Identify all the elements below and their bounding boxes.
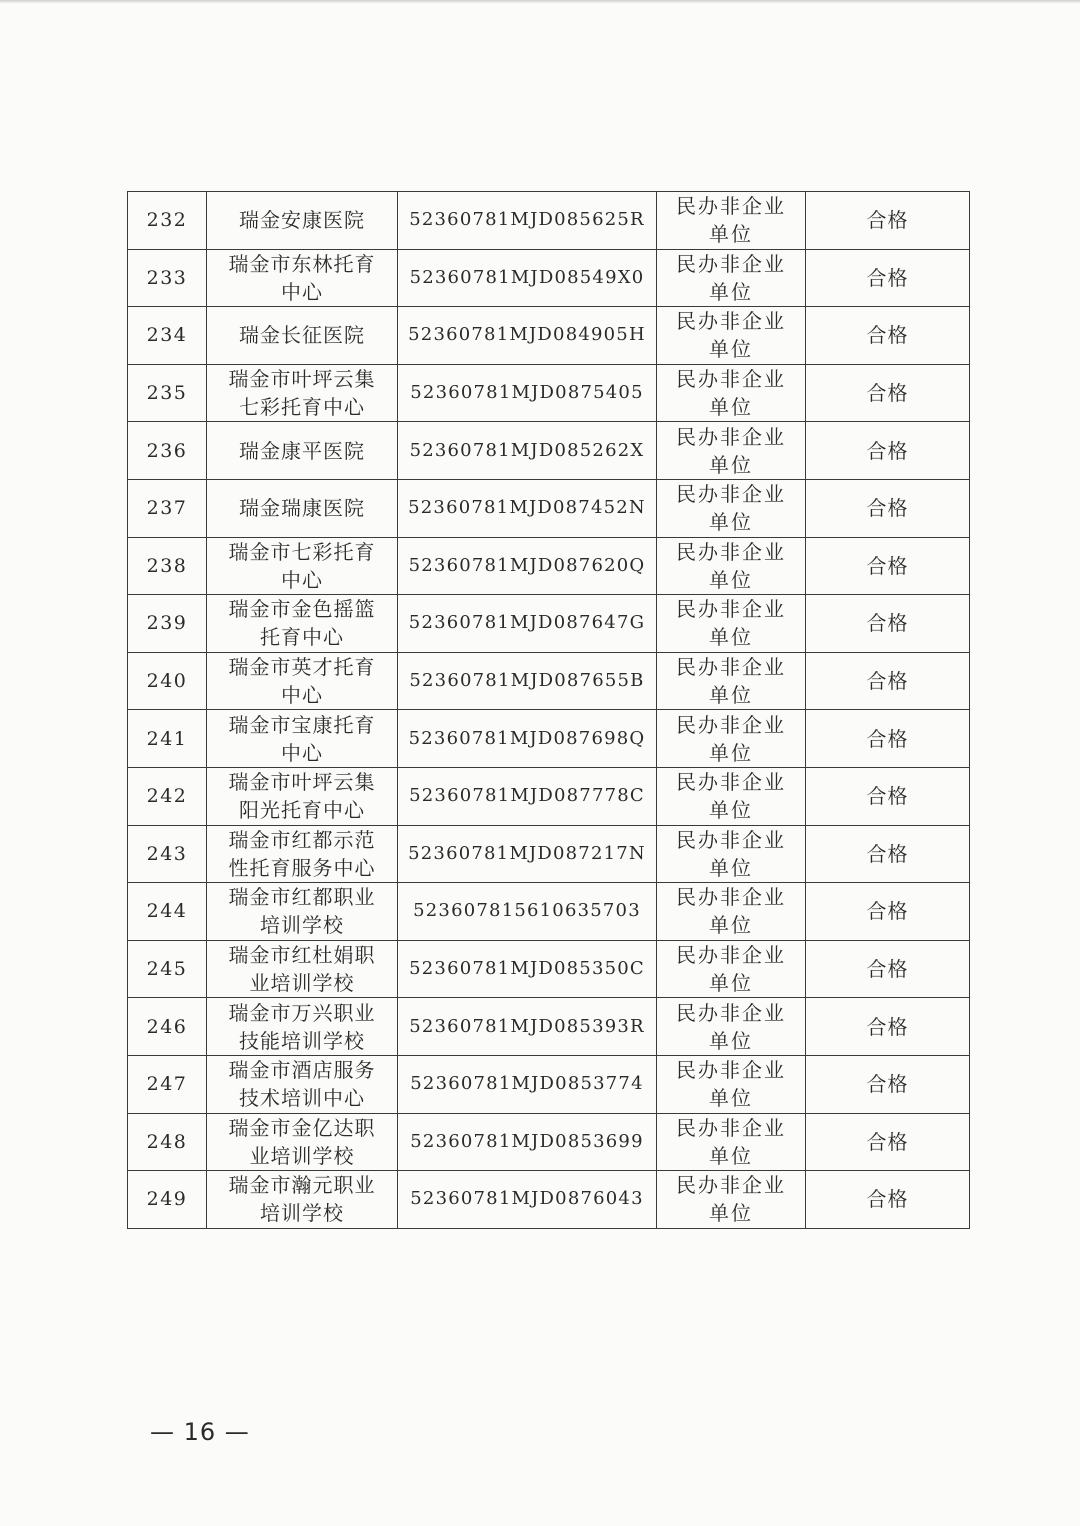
organization-type-line: 民办非企业 [676, 539, 786, 564]
organization-name-cell [207, 883, 398, 941]
organization-type-line: 单位 [709, 1143, 753, 1168]
organization-name-line: 瑞金市红都职业 [228, 885, 376, 910]
organization-type-cell [657, 883, 806, 941]
organization-type-line: 单位 [709, 1028, 753, 1053]
organization-type-cell [657, 595, 806, 653]
organization-name-cell [207, 192, 398, 250]
organization-type-cell [657, 249, 806, 307]
table-row [128, 307, 970, 365]
organization-name-line: 瑞金市红杜娟职 [228, 943, 376, 968]
organization-name-line: 性托育服务中心 [228, 855, 376, 880]
organization-name-cell [207, 364, 398, 422]
organization-name-line: 瑞金市英才托育 [228, 655, 376, 680]
results-table [127, 191, 970, 1229]
organization-type-cell [657, 537, 806, 595]
organization-type-line: 民办非企业 [676, 367, 786, 392]
organization-type-line: 单位 [709, 683, 753, 708]
serial-number-cell: 234 [128, 307, 207, 365]
organization-name-line: 瑞金长征医院 [239, 323, 365, 348]
inspection-result-cell: 合格 [806, 998, 970, 1056]
page-number: — 16 — [150, 1418, 250, 1446]
organization-type-cell [657, 1055, 806, 1113]
organization-name-cell [207, 1055, 398, 1113]
organization-type-cell [657, 652, 806, 710]
table-row [128, 479, 970, 537]
organization-type-cell [657, 998, 806, 1056]
credit-code-cell: 52360781MJD085625R [398, 192, 657, 250]
organization-name-line: 瑞金康平医院 [239, 438, 365, 463]
serial-number-cell: 242 [128, 767, 207, 825]
organization-name-cell [207, 825, 398, 883]
organization-name-line: 中心 [281, 567, 323, 592]
table-row [128, 998, 970, 1056]
serial-number-cell: 247 [128, 1055, 207, 1113]
organization-type-cell [657, 422, 806, 480]
organization-name-line: 业培训学校 [249, 1143, 355, 1168]
credit-code-cell: 52360781MJD085262X [398, 422, 657, 480]
credit-code-cell: 52360781MJD087647G [398, 595, 657, 653]
inspection-result-cell: 合格 [806, 192, 970, 250]
organization-type-line: 民办非企业 [676, 482, 786, 507]
inspection-result-cell: 合格 [806, 307, 970, 365]
organization-name-cell [207, 479, 398, 537]
organization-type-line: 单位 [709, 222, 753, 247]
organization-type-line: 单位 [709, 913, 753, 938]
credit-code-cell: 52360781MJD085393R [398, 998, 657, 1056]
organization-name-line: 中心 [281, 683, 323, 708]
inspection-result-cell: 合格 [806, 710, 970, 768]
organization-type-line: 单位 [709, 395, 753, 420]
organization-name-cell [207, 537, 398, 595]
organization-name-line: 瑞金市瀚元职业 [228, 1173, 376, 1198]
organization-type-line: 民办非企业 [676, 943, 786, 968]
serial-number-cell: 233 [128, 249, 207, 307]
inspection-result-cell: 合格 [806, 767, 970, 825]
inspection-result-cell: 合格 [806, 1055, 970, 1113]
organization-type-line: 单位 [709, 740, 753, 765]
organization-name-line: 培训学校 [260, 913, 344, 938]
serial-number-cell: 235 [128, 364, 207, 422]
organization-name-cell [207, 1171, 398, 1229]
serial-number-cell: 245 [128, 940, 207, 998]
organization-name-line: 瑞金瑞康医院 [239, 496, 365, 521]
top-edge-shadow [0, 0, 1080, 3]
organization-name-cell [207, 1113, 398, 1171]
organization-type-line: 民办非企业 [676, 424, 786, 449]
organization-type-line: 民办非企业 [676, 655, 786, 680]
inspection-result-cell: 合格 [806, 364, 970, 422]
organization-name-line: 中心 [281, 279, 323, 304]
inspection-result-cell: 合格 [806, 940, 970, 998]
table-body [128, 192, 970, 1229]
organization-type-line: 单位 [709, 337, 753, 362]
organization-type-line: 民办非企业 [676, 770, 786, 795]
organization-type-line: 单位 [709, 855, 753, 880]
serial-number-cell: 236 [128, 422, 207, 480]
organization-name-line: 托育中心 [260, 625, 344, 650]
organization-type-cell [657, 767, 806, 825]
organization-type-line: 民办非企业 [676, 712, 786, 737]
organization-name-line: 瑞金市叶坪云集 [228, 770, 376, 795]
credit-code-cell: 52360781MJD087698Q [398, 710, 657, 768]
organization-type-line: 民办非企业 [676, 827, 786, 852]
organization-name-cell [207, 710, 398, 768]
credit-code-cell: 52360781MJD08549X0 [398, 249, 657, 307]
credit-code-cell: 52360781MJD085350C [398, 940, 657, 998]
organization-name-line: 瑞金市东林托育 [228, 251, 376, 276]
inspection-result-cell: 合格 [806, 1113, 970, 1171]
organization-name-cell [207, 422, 398, 480]
organization-type-line: 民办非企业 [676, 1000, 786, 1025]
organization-type-line: 民办非企业 [676, 1173, 786, 1198]
organization-type-line: 民办非企业 [676, 194, 786, 219]
inspection-result-cell: 合格 [806, 249, 970, 307]
table-row [128, 192, 970, 250]
organization-name-cell [207, 249, 398, 307]
table-row [128, 364, 970, 422]
table-row [128, 249, 970, 307]
organization-name-line: 瑞金市金亿达职 [228, 1115, 376, 1140]
organization-name-cell [207, 595, 398, 653]
organization-name-line: 瑞金市金色摇篮 [228, 597, 376, 622]
inspection-result-cell: 合格 [806, 422, 970, 480]
serial-number-cell: 240 [128, 652, 207, 710]
table-row [128, 1171, 970, 1229]
serial-number-cell: 246 [128, 998, 207, 1056]
serial-number-cell: 239 [128, 595, 207, 653]
inspection-result-cell: 合格 [806, 595, 970, 653]
table-row [128, 422, 970, 480]
credit-code-cell: 52360781MJD087778C [398, 767, 657, 825]
credit-code-cell: 52360781MJD0875405 [398, 364, 657, 422]
credit-code-cell: 52360781MJD0876043 [398, 1171, 657, 1229]
inspection-result-cell: 合格 [806, 479, 970, 537]
organization-name-line: 瑞金市红都示范 [228, 827, 376, 852]
organization-name-cell [207, 767, 398, 825]
organization-type-line: 单位 [709, 279, 753, 304]
table-row [128, 1113, 970, 1171]
credit-code-cell: 52360781MJD087655B [398, 652, 657, 710]
table-row [128, 767, 970, 825]
organization-name-line: 七彩托育中心 [239, 395, 365, 420]
organization-type-cell [657, 825, 806, 883]
organization-type-cell [657, 1113, 806, 1171]
organization-type-line: 民办非企业 [676, 309, 786, 334]
organization-type-line: 单位 [709, 625, 753, 650]
organization-type-line: 单位 [709, 567, 753, 592]
table-row [128, 595, 970, 653]
organization-type-line: 民办非企业 [676, 251, 786, 276]
organization-type-line: 单位 [709, 798, 753, 823]
table-row [128, 652, 970, 710]
inspection-result-cell: 合格 [806, 652, 970, 710]
organization-type-line: 单位 [709, 510, 753, 535]
serial-number-cell: 243 [128, 825, 207, 883]
table-row [128, 1055, 970, 1113]
serial-number-cell: 232 [128, 192, 207, 250]
inspection-result-cell: 合格 [806, 883, 970, 941]
table-row [128, 537, 970, 595]
inspection-result-cell: 合格 [806, 1171, 970, 1229]
credit-code-cell: 52360781MJD087620Q [398, 537, 657, 595]
organization-type-line: 民办非企业 [676, 1115, 786, 1140]
table-row [128, 883, 970, 941]
credit-code-cell: 52360781MJD0853774 [398, 1055, 657, 1113]
organization-type-line: 单位 [709, 971, 753, 996]
inspection-result-cell: 合格 [806, 537, 970, 595]
organization-type-line: 单位 [709, 1201, 753, 1226]
organization-name-line: 瑞金市酒店服务 [228, 1058, 376, 1083]
organization-type-cell [657, 479, 806, 537]
inspection-result-cell: 合格 [806, 825, 970, 883]
organization-type-cell [657, 710, 806, 768]
organization-type-cell [657, 940, 806, 998]
credit-code-cell: 52360781MJD0853699 [398, 1113, 657, 1171]
organization-name-line: 业培训学校 [249, 971, 355, 996]
organization-name-cell [207, 940, 398, 998]
organization-name-line: 技能培训学校 [239, 1028, 365, 1053]
credit-code-cell: 52360781MJD087452N [398, 479, 657, 537]
serial-number-cell: 248 [128, 1113, 207, 1171]
organization-name-cell [207, 652, 398, 710]
table-row [128, 940, 970, 998]
organization-type-cell [657, 192, 806, 250]
organization-type-line: 民办非企业 [676, 885, 786, 910]
organization-name-line: 瑞金市万兴职业 [228, 1000, 376, 1025]
organization-name-cell [207, 307, 398, 365]
organization-name-line: 技术培训中心 [239, 1086, 365, 1111]
serial-number-cell: 241 [128, 710, 207, 768]
serial-number-cell: 244 [128, 883, 207, 941]
table-row [128, 710, 970, 768]
credit-code-cell: 523607815610635703 [398, 883, 657, 941]
organization-type-line: 民办非企业 [676, 597, 786, 622]
organization-type-line: 单位 [709, 1086, 753, 1111]
organization-name-line: 中心 [281, 740, 323, 765]
organization-type-line: 单位 [709, 452, 753, 477]
credit-code-cell: 52360781MJD084905H [398, 307, 657, 365]
organization-name-line: 瑞金市叶坪云集 [228, 367, 376, 392]
serial-number-cell: 238 [128, 537, 207, 595]
organization-type-cell [657, 1171, 806, 1229]
organization-name-line: 培训学校 [260, 1201, 344, 1226]
organization-name-line: 阳光托育中心 [239, 798, 365, 823]
table-row [128, 825, 970, 883]
organization-name-line: 瑞金安康医院 [239, 208, 365, 233]
serial-number-cell: 237 [128, 479, 207, 537]
organization-name-cell [207, 998, 398, 1056]
organization-type-cell [657, 364, 806, 422]
organization-name-line: 瑞金市宝康托育 [228, 712, 376, 737]
organization-name-line: 瑞金市七彩托育 [228, 539, 376, 564]
credit-code-cell: 52360781MJD087217N [398, 825, 657, 883]
serial-number-cell: 249 [128, 1171, 207, 1229]
organization-type-cell [657, 307, 806, 365]
organization-type-line: 民办非企业 [676, 1058, 786, 1083]
